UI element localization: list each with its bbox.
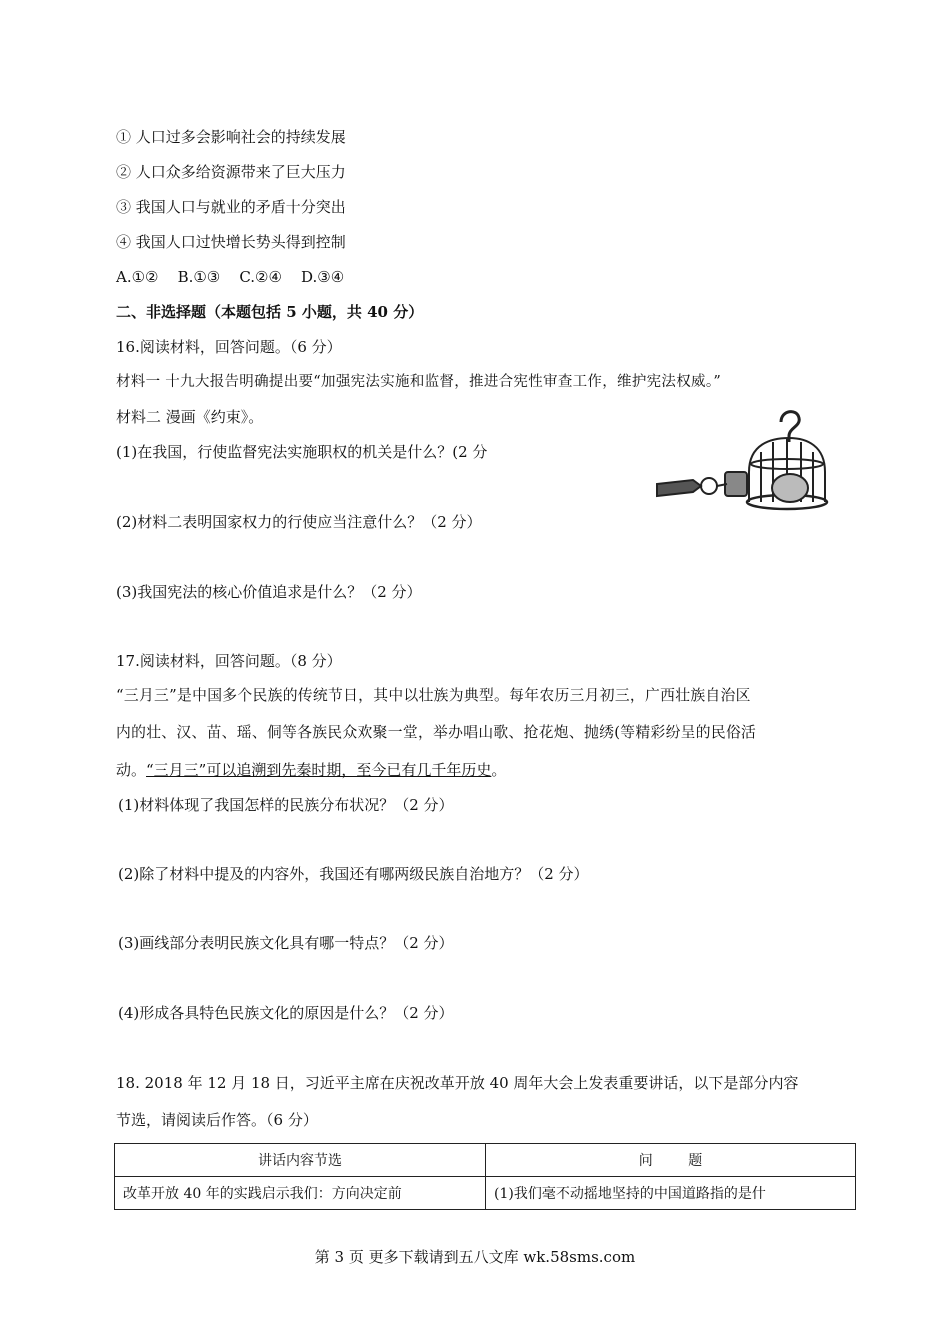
- table-header-cell: 问 题: [486, 1144, 856, 1177]
- q16-title: 16.阅读材料，回答问题。（6 分）: [116, 338, 342, 356]
- q18-line1: 18. 2018 年 12 月 18 日，习近平主席在庆祝改革开放 40 周年大会上发表重要讲话，以下是部分内容: [116, 1074, 799, 1092]
- q16-material1: 材料一 十九大报告明确提出要“加强宪法实施和监督，推进合宪性审查工作，维护宪法权威。”: [116, 374, 722, 390]
- q15-option-3: ③ 我国人口与就业的矛盾十分突出: [116, 198, 346, 216]
- birdcage-key-cartoon: [653, 402, 829, 518]
- page-footer: 第 3 页 更多下载请到五八文库 wk.58sms.com: [314, 1248, 636, 1266]
- q17-sub4: (4)形成各具特色民族文化的原因是什么？（2 分）: [118, 1004, 454, 1022]
- table-cell: (1)我们毫不动摇地坚持的中国道路指的是什: [486, 1177, 856, 1210]
- q17-para-suffix: 。: [491, 761, 507, 779]
- table-header-row: [115, 1144, 856, 1177]
- q16-sub2: (2)材料二表明国家权力的行使应当注意什么？（2 分）: [116, 513, 482, 531]
- q17-sub1: (1)材料体现了我国怎样的民族分布状况？（2 分）: [118, 796, 454, 814]
- section2-title: 二、非选择题（本题包括 5 小题，共 40 分）: [116, 303, 424, 321]
- q17-para-line3: [116, 760, 506, 780]
- q17-para-line2: 内的壮、汉、苗、瑶、侗等各族民众欢聚一堂，举办唱山歌、抢花炮、抛绣(等精彩纷呈的民俗活: [116, 724, 757, 741]
- table-header-cell: 讲话内容节选: [115, 1144, 486, 1177]
- q16-material2: 材料二 漫画《约束》。: [116, 408, 264, 426]
- q17-sub3: (3)画线部分表明民族文化具有哪一特点？（2 分）: [118, 934, 454, 952]
- q18-table: [114, 1143, 856, 1210]
- q15-option-4: ④ 我国人口过快增长势头得到控制: [116, 233, 346, 251]
- table-row: [115, 1177, 856, 1210]
- q15-choices: A.①② B.①③ C.②④ D.③④: [116, 268, 345, 286]
- q16-sub1: (1)在我国，行使监督宪法实施职权的机关是什么？(2 分: [116, 443, 488, 461]
- q17-para-prefix: 动。: [116, 761, 147, 779]
- q17-underlined-text: “三月三”可以追溯到先秦时期，至今已有几千年历史: [146, 761, 492, 779]
- q15-option-2: ② 人口众多给资源带来了巨大压力: [116, 163, 346, 181]
- table-cell: 改革开放 40 年的实践启示我们：方向决定前: [115, 1177, 486, 1210]
- q18-line2: 节选，请阅读后作答。（6 分）: [116, 1111, 318, 1129]
- q17-sub2: (2)除了材料中提及的内容外，我国还有哪两级民族自治地方？（2 分）: [118, 865, 589, 883]
- q17-para-line1: “三月三”是中国多个民族的传统节日，其中以壮族为典型。每年农历三月初三，广西壮族自治区: [116, 687, 751, 704]
- q17-title: 17.阅读材料，回答问题。（8 分）: [116, 652, 342, 670]
- q15-option-1: ① 人口过多会影响社会的持续发展: [116, 128, 346, 146]
- q16-sub3: (3)我国宪法的核心价值追求是什么？（2 分）: [116, 583, 422, 601]
